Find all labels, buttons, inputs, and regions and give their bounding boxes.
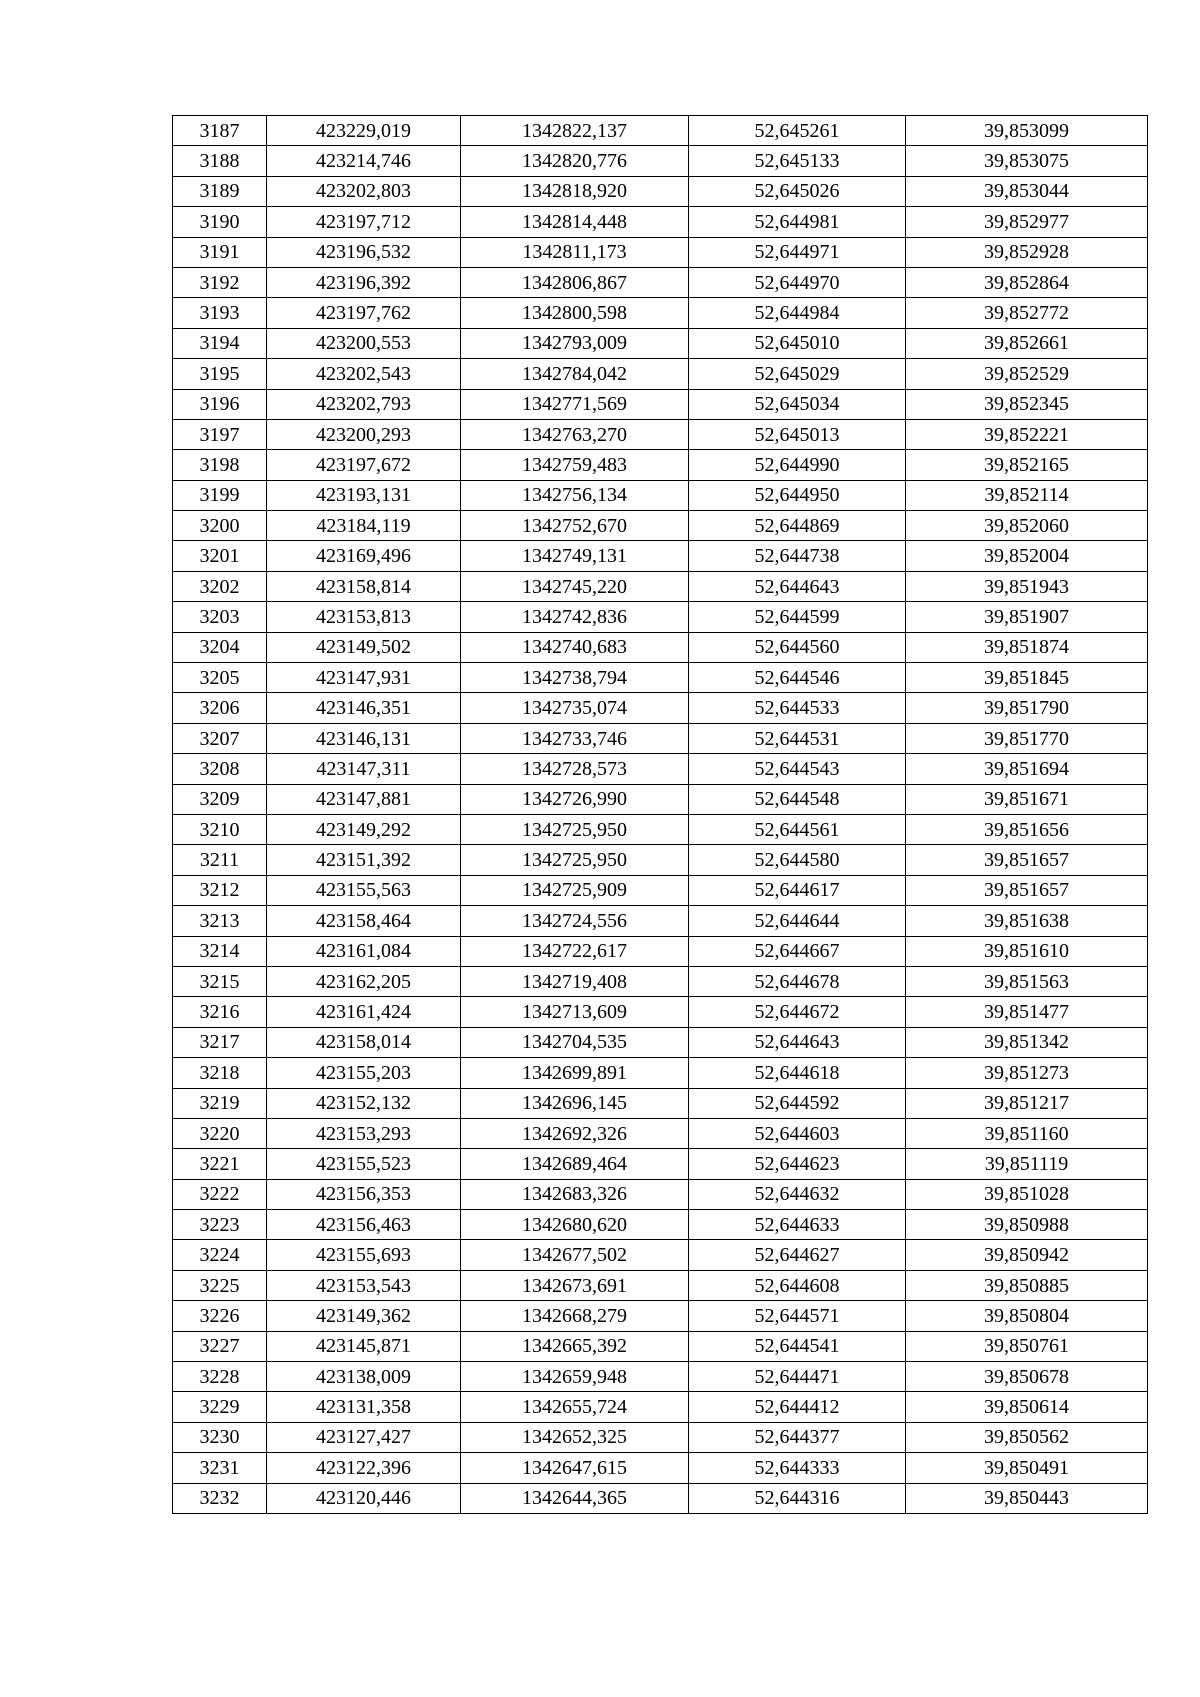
latitude-cell: 52,644603: [689, 1118, 906, 1148]
longitude-cell: 39,851943: [906, 571, 1148, 601]
latitude-cell: 52,644869: [689, 511, 906, 541]
latitude-cell: 52,645261: [689, 116, 906, 146]
point-number-cell: 3215: [173, 966, 267, 996]
latitude-cell: 52,644592: [689, 1088, 906, 1118]
longitude-cell: 39,850988: [906, 1210, 1148, 1240]
latitude-cell: 52,644548: [689, 784, 906, 814]
y-coordinate-cell: 1342696,145: [461, 1088, 689, 1118]
point-number-cell: 3203: [173, 602, 267, 632]
table-row: [173, 906, 1148, 936]
x-coordinate-cell: 423153,293: [267, 1118, 461, 1148]
longitude-cell: 39,851657: [906, 875, 1148, 905]
point-number-cell: 3205: [173, 663, 267, 693]
point-number-cell: 3226: [173, 1301, 267, 1331]
longitude-cell: 39,851694: [906, 754, 1148, 784]
longitude-cell: 39,852165: [906, 450, 1148, 480]
latitude-cell: 52,644618: [689, 1058, 906, 1088]
longitude-cell: 39,851874: [906, 632, 1148, 662]
latitude-cell: 52,644541: [689, 1331, 906, 1361]
x-coordinate-cell: 423153,543: [267, 1270, 461, 1300]
x-coordinate-cell: 423131,358: [267, 1392, 461, 1422]
y-coordinate-cell: 1342822,137: [461, 116, 689, 146]
y-coordinate-cell: 1342814,448: [461, 207, 689, 237]
latitude-cell: 52,644333: [689, 1453, 906, 1483]
y-coordinate-cell: 1342740,683: [461, 632, 689, 662]
x-coordinate-cell: 423184,119: [267, 511, 461, 541]
point-number-cell: 3214: [173, 936, 267, 966]
longitude-cell: 39,851119: [906, 1149, 1148, 1179]
latitude-cell: 52,644561: [689, 814, 906, 844]
table-row: [173, 754, 1148, 784]
x-coordinate-cell: 423147,881: [267, 784, 461, 814]
table-row: [173, 1392, 1148, 1422]
table-row: [173, 480, 1148, 510]
table-row: [173, 997, 1148, 1027]
y-coordinate-cell: 1342699,891: [461, 1058, 689, 1088]
longitude-cell: 39,850678: [906, 1362, 1148, 1392]
y-coordinate-cell: 1342811,173: [461, 237, 689, 267]
x-coordinate-cell: 423196,392: [267, 267, 461, 297]
table-row: [173, 602, 1148, 632]
y-coordinate-cell: 1342692,326: [461, 1118, 689, 1148]
point-number-cell: 3227: [173, 1331, 267, 1361]
x-coordinate-cell: 423147,931: [267, 663, 461, 693]
x-coordinate-cell: 423197,762: [267, 298, 461, 328]
longitude-cell: 39,851907: [906, 602, 1148, 632]
y-coordinate-cell: 1342793,009: [461, 328, 689, 358]
point-number-cell: 3231: [173, 1453, 267, 1483]
longitude-cell: 39,851563: [906, 966, 1148, 996]
longitude-cell: 39,851671: [906, 784, 1148, 814]
point-number-cell: 3199: [173, 480, 267, 510]
longitude-cell: 39,850443: [906, 1483, 1148, 1513]
longitude-cell: 39,852114: [906, 480, 1148, 510]
x-coordinate-cell: 423158,814: [267, 571, 461, 601]
point-number-cell: 3201: [173, 541, 267, 571]
point-number-cell: 3196: [173, 389, 267, 419]
y-coordinate-cell: 1342725,909: [461, 875, 689, 905]
table-row: [173, 207, 1148, 237]
longitude-cell: 39,851770: [906, 723, 1148, 753]
y-coordinate-cell: 1342806,867: [461, 267, 689, 297]
x-coordinate-cell: 423197,712: [267, 207, 461, 237]
longitude-cell: 39,853075: [906, 146, 1148, 176]
longitude-cell: 39,851656: [906, 814, 1148, 844]
table-row: [173, 267, 1148, 297]
x-coordinate-cell: 423214,746: [267, 146, 461, 176]
longitude-cell: 39,851217: [906, 1088, 1148, 1118]
table-row: [173, 450, 1148, 480]
y-coordinate-cell: 1342725,950: [461, 814, 689, 844]
y-coordinate-cell: 1342749,131: [461, 541, 689, 571]
longitude-cell: 39,851638: [906, 906, 1148, 936]
y-coordinate-cell: 1342726,990: [461, 784, 689, 814]
latitude-cell: 52,644627: [689, 1240, 906, 1270]
x-coordinate-cell: 423158,464: [267, 906, 461, 936]
table-body: [173, 116, 1148, 1514]
y-coordinate-cell: 1342728,573: [461, 754, 689, 784]
y-coordinate-cell: 1342735,074: [461, 693, 689, 723]
longitude-cell: 39,850614: [906, 1392, 1148, 1422]
x-coordinate-cell: 423161,424: [267, 997, 461, 1027]
table-row: [173, 146, 1148, 176]
latitude-cell: 52,645010: [689, 328, 906, 358]
x-coordinate-cell: 423193,131: [267, 480, 461, 510]
latitude-cell: 52,644633: [689, 1210, 906, 1240]
y-coordinate-cell: 1342673,691: [461, 1270, 689, 1300]
table-row: [173, 1058, 1148, 1088]
table-row: [173, 1210, 1148, 1240]
point-number-cell: 3204: [173, 632, 267, 662]
x-coordinate-cell: 423152,132: [267, 1088, 461, 1118]
x-coordinate-cell: 423155,563: [267, 875, 461, 905]
longitude-cell: 39,853099: [906, 116, 1148, 146]
x-coordinate-cell: 423196,532: [267, 237, 461, 267]
latitude-cell: 52,644580: [689, 845, 906, 875]
table-row: [173, 1362, 1148, 1392]
point-number-cell: 3229: [173, 1392, 267, 1422]
table-row: [173, 328, 1148, 358]
point-number-cell: 3200: [173, 511, 267, 541]
table-row: [173, 1453, 1148, 1483]
latitude-cell: 52,644643: [689, 1027, 906, 1057]
latitude-cell: 52,645026: [689, 176, 906, 206]
x-coordinate-cell: 423156,353: [267, 1179, 461, 1209]
y-coordinate-cell: 1342647,615: [461, 1453, 689, 1483]
y-coordinate-cell: 1342659,948: [461, 1362, 689, 1392]
point-number-cell: 3208: [173, 754, 267, 784]
table-row: [173, 237, 1148, 267]
x-coordinate-cell: 423202,793: [267, 389, 461, 419]
x-coordinate-cell: 423122,396: [267, 1453, 461, 1483]
latitude-cell: 52,644608: [689, 1270, 906, 1300]
x-coordinate-cell: 423202,543: [267, 359, 461, 389]
longitude-cell: 39,851657: [906, 845, 1148, 875]
table-row: [173, 176, 1148, 206]
y-coordinate-cell: 1342745,220: [461, 571, 689, 601]
x-coordinate-cell: 423149,502: [267, 632, 461, 662]
table-row: [173, 1301, 1148, 1331]
x-coordinate-cell: 423197,672: [267, 450, 461, 480]
table-row: [173, 298, 1148, 328]
x-coordinate-cell: 423229,019: [267, 116, 461, 146]
y-coordinate-cell: 1342800,598: [461, 298, 689, 328]
table-row: [173, 571, 1148, 601]
table-row: [173, 116, 1148, 146]
latitude-cell: 52,644471: [689, 1362, 906, 1392]
latitude-cell: 52,644533: [689, 693, 906, 723]
x-coordinate-cell: 423162,205: [267, 966, 461, 996]
point-number-cell: 3216: [173, 997, 267, 1027]
point-number-cell: 3220: [173, 1118, 267, 1148]
y-coordinate-cell: 1342713,609: [461, 997, 689, 1027]
table-row: [173, 359, 1148, 389]
x-coordinate-cell: 423145,871: [267, 1331, 461, 1361]
point-number-cell: 3209: [173, 784, 267, 814]
longitude-cell: 39,852060: [906, 511, 1148, 541]
point-number-cell: 3212: [173, 875, 267, 905]
point-number-cell: 3223: [173, 1210, 267, 1240]
point-number-cell: 3221: [173, 1149, 267, 1179]
point-number-cell: 3206: [173, 693, 267, 723]
point-number-cell: 3193: [173, 298, 267, 328]
longitude-cell: 39,851028: [906, 1179, 1148, 1209]
latitude-cell: 52,644971: [689, 237, 906, 267]
y-coordinate-cell: 1342704,535: [461, 1027, 689, 1057]
latitude-cell: 52,644546: [689, 663, 906, 693]
longitude-cell: 39,852221: [906, 419, 1148, 449]
latitude-cell: 52,644678: [689, 966, 906, 996]
latitude-cell: 52,644571: [689, 1301, 906, 1331]
latitude-cell: 52,644644: [689, 906, 906, 936]
x-coordinate-cell: 423155,693: [267, 1240, 461, 1270]
table-row: [173, 1422, 1148, 1452]
point-number-cell: 3191: [173, 237, 267, 267]
latitude-cell: 52,645029: [689, 359, 906, 389]
latitude-cell: 52,644377: [689, 1422, 906, 1452]
x-coordinate-cell: 423149,292: [267, 814, 461, 844]
table-row: [173, 663, 1148, 693]
point-number-cell: 3187: [173, 116, 267, 146]
latitude-cell: 52,644738: [689, 541, 906, 571]
x-coordinate-cell: 423149,362: [267, 1301, 461, 1331]
x-coordinate-cell: 423146,131: [267, 723, 461, 753]
latitude-cell: 52,644950: [689, 480, 906, 510]
y-coordinate-cell: 1342820,776: [461, 146, 689, 176]
longitude-cell: 39,852977: [906, 207, 1148, 237]
point-number-cell: 3218: [173, 1058, 267, 1088]
latitude-cell: 52,644667: [689, 936, 906, 966]
latitude-cell: 52,644412: [689, 1392, 906, 1422]
x-coordinate-cell: 423158,014: [267, 1027, 461, 1057]
longitude-cell: 39,851273: [906, 1058, 1148, 1088]
point-number-cell: 3198: [173, 450, 267, 480]
point-number-cell: 3222: [173, 1179, 267, 1209]
longitude-cell: 39,850491: [906, 1453, 1148, 1483]
latitude-cell: 52,644672: [689, 997, 906, 1027]
table-row: [173, 1331, 1148, 1361]
y-coordinate-cell: 1342763,270: [461, 419, 689, 449]
latitude-cell: 52,644990: [689, 450, 906, 480]
y-coordinate-cell: 1342722,617: [461, 936, 689, 966]
x-coordinate-cell: 423200,293: [267, 419, 461, 449]
point-number-cell: 3190: [173, 207, 267, 237]
point-number-cell: 3230: [173, 1422, 267, 1452]
table-row: [173, 1270, 1148, 1300]
latitude-cell: 52,644531: [689, 723, 906, 753]
table-row: [173, 1118, 1148, 1148]
latitude-cell: 52,644623: [689, 1149, 906, 1179]
x-coordinate-cell: 423147,311: [267, 754, 461, 784]
y-coordinate-cell: 1342724,556: [461, 906, 689, 936]
longitude-cell: 39,850761: [906, 1331, 1148, 1361]
point-number-cell: 3202: [173, 571, 267, 601]
point-number-cell: 3210: [173, 814, 267, 844]
longitude-cell: 39,850885: [906, 1270, 1148, 1300]
x-coordinate-cell: 423155,203: [267, 1058, 461, 1088]
point-number-cell: 3197: [173, 419, 267, 449]
point-number-cell: 3224: [173, 1240, 267, 1270]
table-row: [173, 966, 1148, 996]
longitude-cell: 39,851845: [906, 663, 1148, 693]
latitude-cell: 52,644632: [689, 1179, 906, 1209]
latitude-cell: 52,644970: [689, 267, 906, 297]
x-coordinate-cell: 423156,463: [267, 1210, 461, 1240]
y-coordinate-cell: 1342733,746: [461, 723, 689, 753]
x-coordinate-cell: 423200,553: [267, 328, 461, 358]
x-coordinate-cell: 423155,523: [267, 1149, 461, 1179]
point-number-cell: 3228: [173, 1362, 267, 1392]
y-coordinate-cell: 1342719,408: [461, 966, 689, 996]
longitude-cell: 39,851477: [906, 997, 1148, 1027]
x-coordinate-cell: 423151,392: [267, 845, 461, 875]
point-number-cell: 3207: [173, 723, 267, 753]
point-number-cell: 3232: [173, 1483, 267, 1513]
x-coordinate-cell: 423127,427: [267, 1422, 461, 1452]
latitude-cell: 52,645013: [689, 419, 906, 449]
longitude-cell: 39,851790: [906, 693, 1148, 723]
point-number-cell: 3213: [173, 906, 267, 936]
longitude-cell: 39,852772: [906, 298, 1148, 328]
y-coordinate-cell: 1342655,724: [461, 1392, 689, 1422]
table-row: [173, 875, 1148, 905]
longitude-cell: 39,852864: [906, 267, 1148, 297]
x-coordinate-cell: 423169,496: [267, 541, 461, 571]
point-number-cell: 3217: [173, 1027, 267, 1057]
y-coordinate-cell: 1342752,670: [461, 511, 689, 541]
x-coordinate-cell: 423153,813: [267, 602, 461, 632]
x-coordinate-cell: 423146,351: [267, 693, 461, 723]
longitude-cell: 39,852529: [906, 359, 1148, 389]
latitude-cell: 52,645133: [689, 146, 906, 176]
table-row: [173, 1240, 1148, 1270]
latitude-cell: 52,644617: [689, 875, 906, 905]
latitude-cell: 52,644543: [689, 754, 906, 784]
latitude-cell: 52,644981: [689, 207, 906, 237]
latitude-cell: 52,645034: [689, 389, 906, 419]
y-coordinate-cell: 1342756,134: [461, 480, 689, 510]
longitude-cell: 39,852004: [906, 541, 1148, 571]
longitude-cell: 39,852345: [906, 389, 1148, 419]
table-row: [173, 845, 1148, 875]
longitude-cell: 39,852928: [906, 237, 1148, 267]
longitude-cell: 39,850942: [906, 1240, 1148, 1270]
point-number-cell: 3225: [173, 1270, 267, 1300]
longitude-cell: 39,850804: [906, 1301, 1148, 1331]
longitude-cell: 39,851610: [906, 936, 1148, 966]
longitude-cell: 39,851160: [906, 1118, 1148, 1148]
table-row: [173, 1149, 1148, 1179]
y-coordinate-cell: 1342652,325: [461, 1422, 689, 1452]
latitude-cell: 52,644560: [689, 632, 906, 662]
y-coordinate-cell: 1342738,794: [461, 663, 689, 693]
y-coordinate-cell: 1342742,836: [461, 602, 689, 632]
table-row: [173, 419, 1148, 449]
y-coordinate-cell: 1342665,392: [461, 1331, 689, 1361]
point-number-cell: 3195: [173, 359, 267, 389]
point-number-cell: 3188: [173, 146, 267, 176]
table-row: [173, 814, 1148, 844]
table-row: [173, 784, 1148, 814]
x-coordinate-cell: 423138,009: [267, 1362, 461, 1392]
y-coordinate-cell: 1342689,464: [461, 1149, 689, 1179]
x-coordinate-cell: 423202,803: [267, 176, 461, 206]
table-row: [173, 632, 1148, 662]
y-coordinate-cell: 1342683,326: [461, 1179, 689, 1209]
table-row: [173, 1027, 1148, 1057]
coordinates-table: [172, 115, 1148, 1514]
table-row: [173, 389, 1148, 419]
point-number-cell: 3192: [173, 267, 267, 297]
y-coordinate-cell: 1342668,279: [461, 1301, 689, 1331]
y-coordinate-cell: 1342644,365: [461, 1483, 689, 1513]
table-row: [173, 723, 1148, 753]
x-coordinate-cell: 423161,084: [267, 936, 461, 966]
latitude-cell: 52,644984: [689, 298, 906, 328]
longitude-cell: 39,853044: [906, 176, 1148, 206]
y-coordinate-cell: 1342680,620: [461, 1210, 689, 1240]
longitude-cell: 39,850562: [906, 1422, 1148, 1452]
table-row: [173, 1088, 1148, 1118]
y-coordinate-cell: 1342759,483: [461, 450, 689, 480]
longitude-cell: 39,851342: [906, 1027, 1148, 1057]
table-row: [173, 693, 1148, 723]
table-row: [173, 1179, 1148, 1209]
y-coordinate-cell: 1342771,569: [461, 389, 689, 419]
latitude-cell: 52,644316: [689, 1483, 906, 1513]
y-coordinate-cell: 1342784,042: [461, 359, 689, 389]
y-coordinate-cell: 1342725,950: [461, 845, 689, 875]
y-coordinate-cell: 1342677,502: [461, 1240, 689, 1270]
longitude-cell: 39,852661: [906, 328, 1148, 358]
point-number-cell: 3211: [173, 845, 267, 875]
table-row: [173, 936, 1148, 966]
point-number-cell: 3194: [173, 328, 267, 358]
table-row: [173, 1483, 1148, 1513]
point-number-cell: 3219: [173, 1088, 267, 1118]
table-row: [173, 511, 1148, 541]
table-row: [173, 541, 1148, 571]
x-coordinate-cell: 423120,446: [267, 1483, 461, 1513]
latitude-cell: 52,644599: [689, 602, 906, 632]
latitude-cell: 52,644643: [689, 571, 906, 601]
y-coordinate-cell: 1342818,920: [461, 176, 689, 206]
point-number-cell: 3189: [173, 176, 267, 206]
